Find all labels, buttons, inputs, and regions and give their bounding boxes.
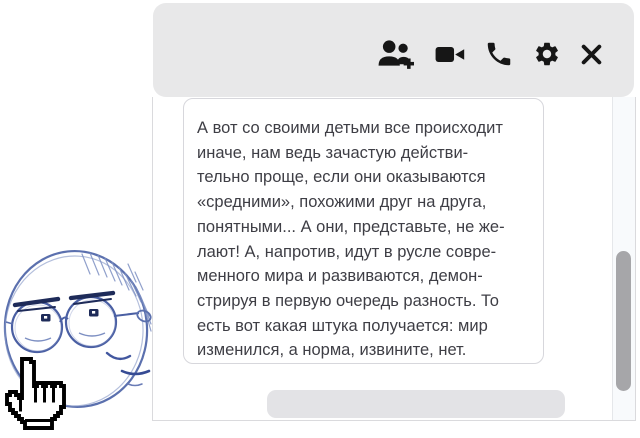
voice-call-button[interactable] [484, 39, 514, 69]
settings-button[interactable] [533, 40, 561, 68]
glasses-left-lens-sketch [15, 305, 61, 351]
left-pupil-highlight [44, 316, 47, 319]
scrollbar[interactable] [612, 97, 635, 420]
scrollbar-thumb[interactable] [616, 251, 631, 391]
phone-icon [484, 39, 514, 69]
message-line: «средними», похожими друг на друга, [197, 193, 487, 212]
nose [107, 353, 130, 359]
message-line: менного мира и развиваются, демон- [197, 267, 483, 286]
message-line: иначе, нам ведь зачастую действи- [197, 143, 469, 162]
chin-crease [128, 384, 142, 386]
video-call-button[interactable] [435, 44, 465, 65]
message-line: лают! А, напротив, идут в русле совре- [197, 242, 497, 261]
chat-window [152, 97, 636, 421]
glasses-temple [114, 313, 139, 316]
user-plus-icon [376, 39, 416, 69]
add-contact-button[interactable] [376, 39, 416, 69]
message-text [197, 116, 531, 363]
hand-cursor-icon [1, 356, 67, 434]
message-bubble [183, 98, 544, 364]
message-line: стрируя в первую очередь разность. То [197, 291, 499, 310]
video-camera-icon [435, 44, 465, 65]
chat-toolbar [153, 3, 634, 97]
right-pupil-highlight [92, 311, 95, 314]
message-line: понятными... А они, представьте, не же- [197, 217, 505, 236]
gear-icon [533, 40, 561, 68]
message-line: А вот со своими детьми все происходит [197, 119, 503, 137]
glasses-right-lens-sketch [69, 300, 115, 346]
message-line: есть вот какая штука получается: мир [197, 316, 488, 335]
message-line: изменился, а норма, извините, нет. [197, 341, 467, 360]
left-eyebrow [15, 299, 58, 305]
close-button[interactable] [580, 43, 603, 66]
left-lower-lid [25, 338, 51, 341]
message-input-placeholder[interactable] [267, 390, 565, 418]
message-line: тельно проще, если они оказываются [197, 168, 486, 187]
right-lower-lid [79, 333, 105, 336]
close-icon [580, 43, 603, 66]
left-eyelid [18, 307, 55, 311]
right-eyebrow [71, 293, 113, 298]
